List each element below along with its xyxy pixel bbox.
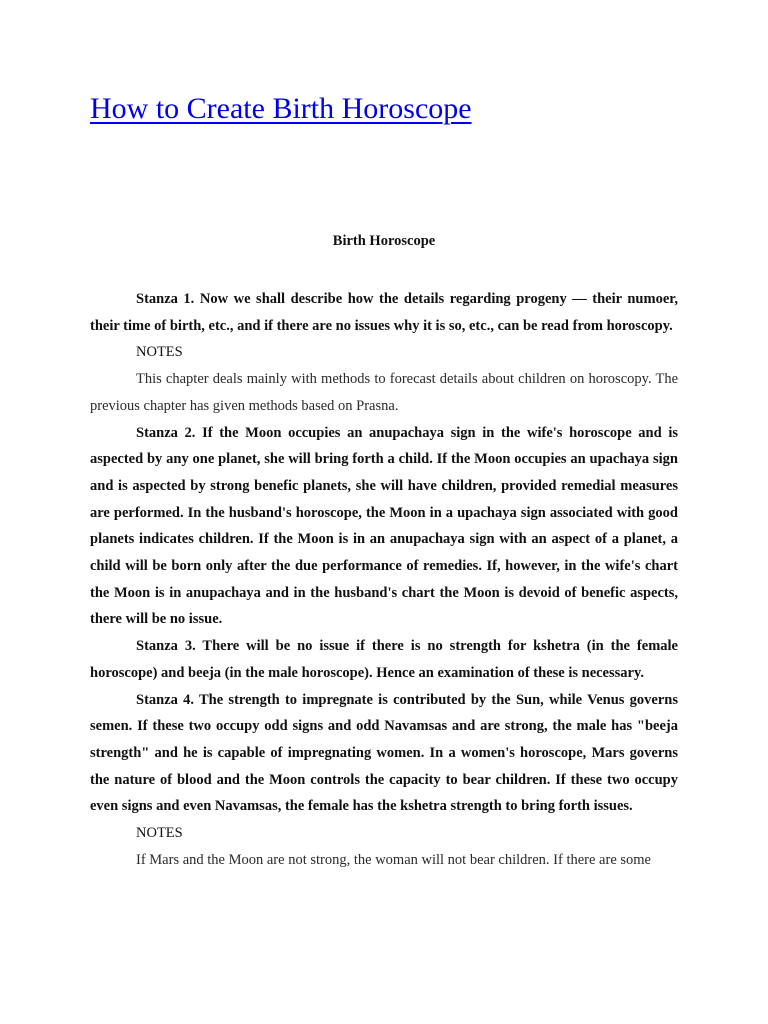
notes-heading: NOTES bbox=[136, 825, 183, 842]
notes-heading: NOTES bbox=[136, 344, 183, 361]
paragraph-stanza-3: Stanza 3. There will be no issue if there is no strength for kshetra (in the female horoscope) and beeja (in the male horoscope). Hence an examination of these is necessary. bbox=[90, 638, 678, 681]
paragraph-notes-2: If Mars and the Moon are not strong, the woman will not bear children. If there are some bbox=[136, 851, 651, 868]
paragraph-stanza-2: Stanza 2. If the Moon occupies an anupachaya sign in the wife's horoscope and is aspected by any one planet, she will bring forth a child. If the Moon occupies an upachaya sign and is aspected by strong benefic planets, she will have children, provided remedial measures are performed. In the husband's horoscope, the Moon in a upachaya sign associated with good planets indicates children. If the Moon is in an anupachaya sign with an aspect of a planet, a child will be born only after the due performance of remedies. If, however, in the wife's chart the Moon is in anupachaya and in the husband's chart the Moon is devoid of benefic aspects, there will be no issue. bbox=[90, 424, 678, 628]
document-body bbox=[90, 286, 678, 873]
paragraph-stanza-4: Stanza 4. The strength to impregnate is contributed by the Sun, while Venus governs semen. If these two occupy odd signs and odd Navamsas and are strong, the male has "beeja strength" and he is capable of impregnating women. In a women's horoscope, Mars governs the nature of blood and the Moon controls the capacity to bear children. If these two occupy even signs and even Navamsas, the female has the kshetra strength to bring forth issues. bbox=[90, 691, 678, 815]
document-title-link[interactable]: How to Create Birth Horoscope bbox=[90, 92, 472, 125]
paragraph-notes-1: This chapter deals mainly with methods to forecast details about children on horoscopy. The previous chapter has given methods based on Prasna. bbox=[90, 371, 678, 414]
paragraph-stanza-1: Stanza 1. Now we shall describe how the details regarding progeny — their numoer, their time of birth, etc., and if there are no issues why it is so, etc., can be read from horoscopy. bbox=[90, 291, 678, 334]
section-heading: Birth Horoscope bbox=[332, 233, 436, 249]
